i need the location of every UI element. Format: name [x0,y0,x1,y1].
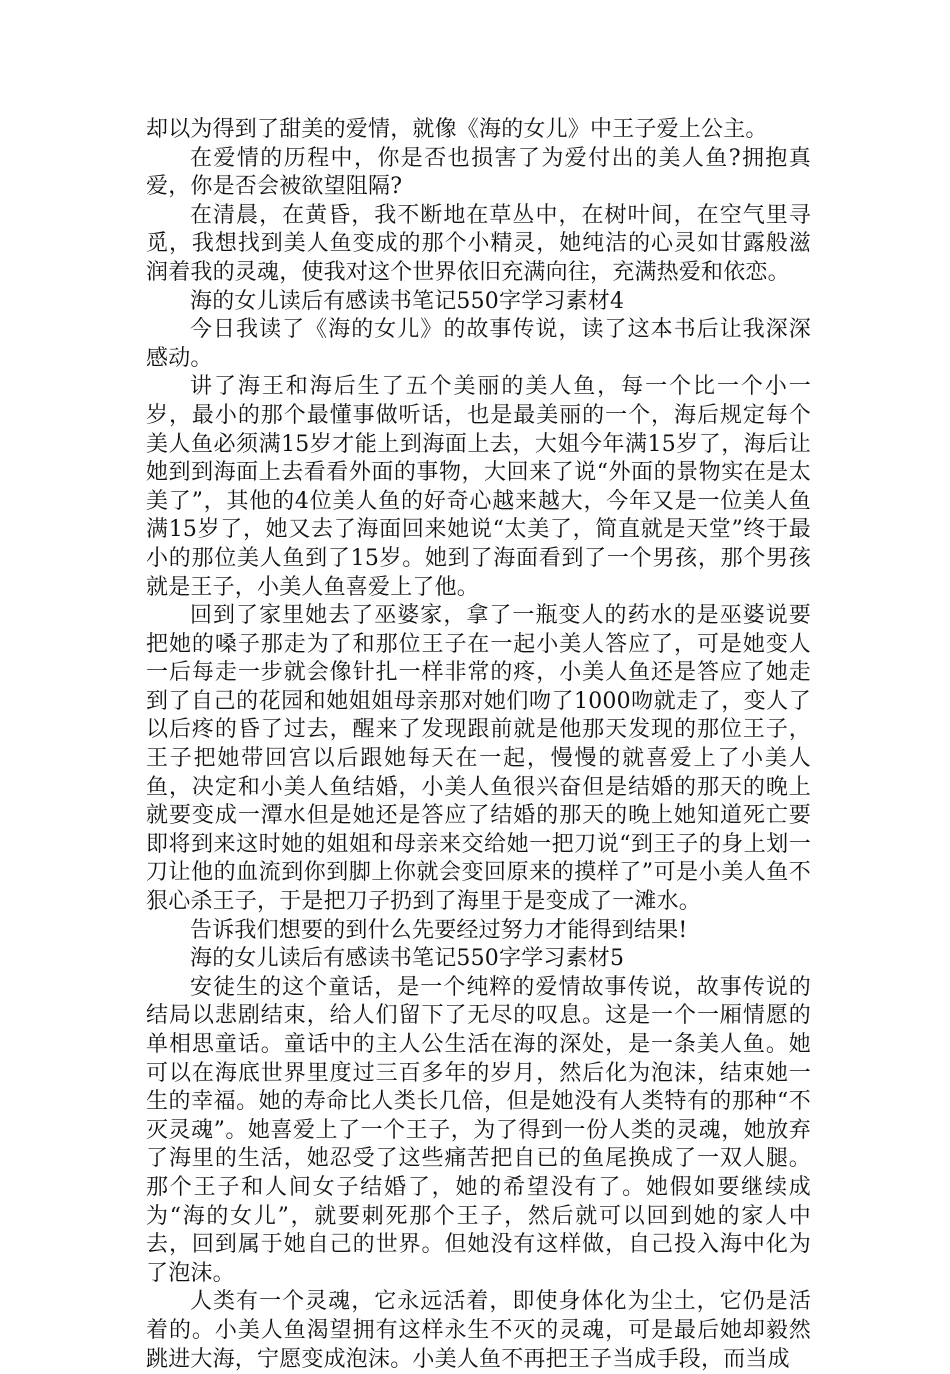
paragraph: 告诉我们想要的到什么先要经过努力才能得到结果! [190,917,688,943]
paragraph: 讲了海王和海后生了五个美丽的美人鱼，每一个比一个小一岁，最小的那个最懂事做听话，也是最美丽的一个，海后规定每个美人鱼必须满15岁才能上到海面上去，大姐今年满15岁了，海后让她到到海面上去看看外面的事物，大回来了说“外面的景物实在是太美了”，其他的4位美人鱼的好奇心越来越大，今年又是一位美人鱼满15岁了，她又去了海面回来她说“太美了，简直就是天堂”终于最小的那位美人鱼到了15岁。她到了海面看到了一个男孩，那个男孩就是王子，小美人鱼喜爱上了他。 [146,374,811,600]
paragraph: 今日我读了《海的女儿》的故事传说，读了这本书后让我深深感动。 [146,317,811,371]
paragraph-continuation: 却以为得到了甜美的爱情，就像《海的女儿》中王子爱上公主。 [146,117,768,142]
paragraph: 安徒生的这个童话，是一个纯粹的爱情故事传说，故事传说的结局以悲剧结束，给人们留下了无尽的叹息。这是一个一厢情愿的单相思童话。童话中的主人公生活在海的深处，是一条美人鱼。她可以在海底世界里度过三百多年的岁月，然后化为泡沫，结束她一生的幸福。她的寿命比人类长几倍，但是她没有人类特有的那种“不灭灵魂”。她喜爱上了一个王子，为了得到一份人类的灵魂，她放弃了海里的生活，她忍受了这些痛苦把自已的鱼尾换成了一双人腿。那个王子和人间女子结婚了，她的希望没有了。她假如要继续成为“海的女儿”，就要刺死那个王子，然后就可以回到她的家人中去，回到属于她自己的世界。但她没有这样做，自己投入海中化为了泡沫。 [146,974,811,1286]
section-heading: 海的女儿读后有感读书笔记550字学习素材4 [190,288,625,314]
paragraph: 人类有一个灵魂，它永远活着，即使身体化为尘土，它仍是活着的。小美人鱼渴望拥有这样永生不灭的灵魂，可是最后她却毅然跳进大海，宁愿变成泡沫。小美人鱼不再把王子当成手段，而当成 [146,1289,811,1372]
document-body [146,116,811,1374]
paragraph: 回到了家里她去了巫婆家，拿了一瓶变人的药水的是巫婆说要把她的嗓子那走为了和那位王子在一起小美人答应了，可是她变人一后每走一步就会像针扎一样非常的疼，小美人鱼还是答应了她走到了自己的花园和她姐姐母亲那对她们吻了1000吻就走了，变人了以后疼的昏了过去，醒来了发现跟前就是他那天发现的那位王子，王子把她带回宫以后跟她每天在一起，慢慢的就喜爱上了小美人鱼，决定和小美人鱼结婚，小美人鱼很兴奋但是结婚的那天的晚上就要变成一潭水但是她还是答应了结婚的那天的晚上她知道死亡要即将到来这时她的姐姐和母亲来交给她一把刀说“到王子的身上划一刀让他的血流到你到脚上你就会变回原来的摸样了”可是小美人鱼不狠心杀王子，于是把刀子扔到了海里于是变成了一滩水。 [146,603,811,915]
paragraph: 在爱情的历程中，你是否也损害了为爱付出的美人鱼?拥抱真爱，你是否会被欲望阻隔? [146,145,811,200]
paragraph: 在清晨，在黄昏，我不断地在草丛中，在树叶间，在空气里寻觅，我想找到美人鱼变成的那个小精灵，她纯洁的心灵如甘露般滋润着我的灵魂，使我对这个世界依旧充满向往，充满热爱和依恋。 [146,202,811,285]
section-heading: 海的女儿读后有感读书笔记550字学习素材5 [190,946,625,972]
